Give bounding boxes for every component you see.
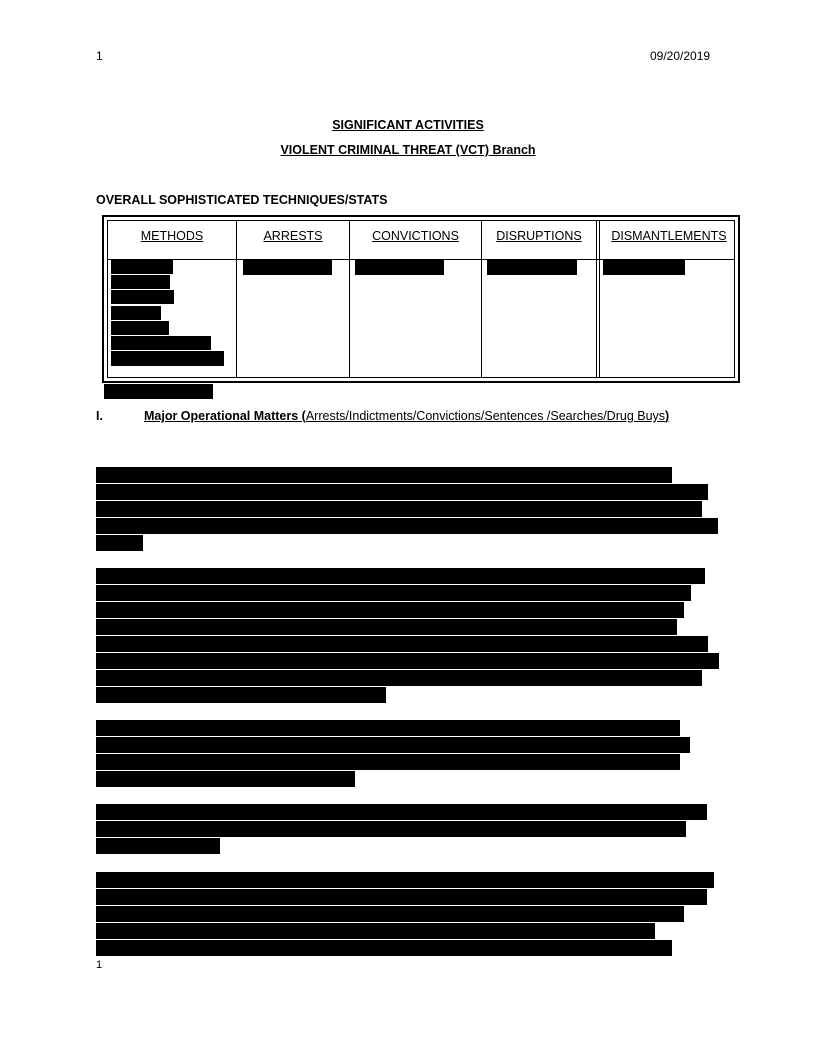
redaction-block [96, 653, 719, 669]
redaction-block [603, 260, 685, 275]
redaction-block [96, 821, 686, 837]
section-title-close: ) [665, 409, 670, 423]
document-title: SIGNIFICANT ACTIVITIES [332, 118, 484, 132]
column-header-dismantlements: DISMANTLEMENTS [611, 229, 727, 243]
redaction-block [96, 737, 690, 753]
redaction-block [96, 923, 655, 939]
redaction-block [96, 484, 708, 500]
redaction-block [96, 467, 672, 483]
redaction-block [96, 568, 705, 584]
section-title-rest: Arrests/Indictments/Convictions/Sentences /Searches/Drug Buys [305, 409, 666, 423]
redaction-block [96, 619, 677, 635]
column-header-arrests: ARRESTS [263, 229, 323, 243]
redaction-block [96, 585, 691, 601]
section-title-bold: Major Operational Matters ( [144, 409, 306, 423]
redaction-block [104, 384, 213, 399]
document-subtitle: VIOLENT CRIMINAL THREAT (VCT) Branch [280, 143, 536, 157]
redaction-block [96, 940, 672, 956]
redaction-block [96, 838, 220, 854]
column-divider [349, 221, 350, 377]
section-title [144, 409, 669, 423]
column-divider [236, 221, 237, 377]
redaction-block [111, 336, 211, 350]
redaction-block [111, 306, 161, 320]
redaction-block [96, 771, 355, 787]
redaction-block [96, 804, 707, 820]
redaction-block [111, 275, 170, 289]
redaction-block [96, 889, 707, 905]
stats-table [102, 215, 740, 383]
redaction-block [96, 636, 708, 652]
column-divider [481, 221, 482, 377]
header-page-number: 1 [96, 49, 103, 63]
column-header-disruptions: DISRUPTIONS [496, 229, 582, 243]
redaction-block [111, 290, 174, 304]
header-date: 09/20/2019 [650, 49, 711, 63]
column-header-methods: METHODS [140, 229, 204, 243]
redaction-block [96, 754, 680, 770]
redaction-block [96, 602, 684, 618]
redaction-block [111, 260, 173, 274]
redaction-block [243, 260, 332, 275]
redaction-block [96, 687, 386, 703]
redaction-block [96, 872, 714, 888]
redaction-block [487, 260, 577, 275]
redaction-block [111, 351, 224, 366]
redaction-block [96, 720, 680, 736]
redaction-block [96, 535, 143, 551]
section-number: I. [96, 409, 103, 423]
redaction-block [111, 321, 169, 335]
footer-page-number: 1 [96, 959, 103, 971]
column-header-convictions: CONVICTIONS [372, 229, 459, 243]
redaction-block [96, 906, 684, 922]
column-divider [596, 221, 597, 377]
column-divider [599, 221, 600, 377]
redaction-block [355, 260, 444, 275]
redaction-block [96, 518, 718, 534]
redaction-block [96, 670, 702, 686]
section-heading: OVERALL SOPHISTICATED TECHNIQUES/STATS [96, 193, 388, 207]
stats-table-inner [107, 220, 735, 378]
redaction-block [96, 501, 702, 517]
